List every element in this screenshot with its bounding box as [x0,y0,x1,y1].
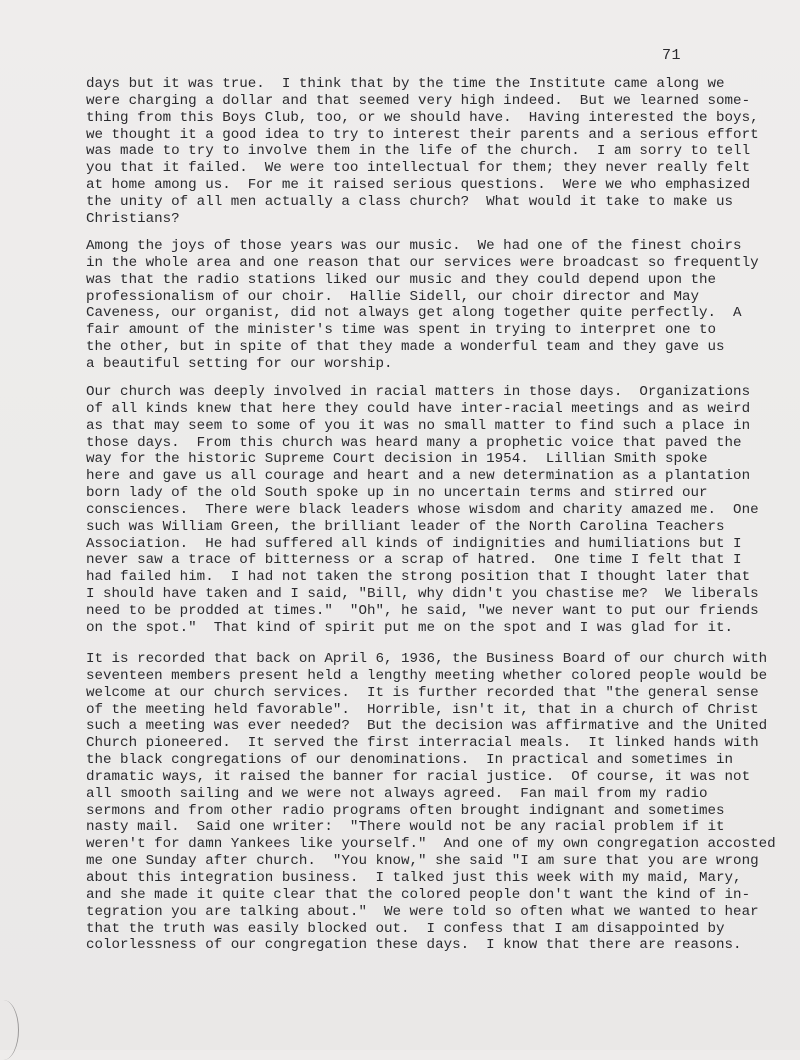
text-line: in the whole area and one reason that our services were broadcast so frequently [86,254,759,271]
text-line: those days. From this church was heard many a prophetic voice that paved the [86,434,742,451]
text-line: me one Sunday after church. "You know," she said "I am sure that you are wrong [86,853,759,870]
paragraph-music [86,238,759,373]
text-line: never saw a trace of bitterness or a scrap of hatred. One time I felt that I [86,552,742,569]
text-line: dramatic ways, it raised the banner for racial justice. Of course, it was not [86,768,751,785]
text-line: we thought it a good idea to try to interest their parents and a serious effort [86,126,759,143]
text-line: Caveness, our organist, did not always get along together quite perfectly. A [86,305,742,322]
text-line: a beautiful setting for our worship. [86,355,393,372]
text-line: on the spot." That kind of spirit put me on the spot and I was glad for it. [86,619,734,636]
text-line: the unity of all men actually a class church? What would it take to make us [86,193,734,210]
text-line: weren't for damn Yankees like yourself." And one of my own congregation accosted [86,836,776,853]
text-line: were charging a dollar and that seemed very high indeed. But we learned some- [86,92,751,109]
text-line: seventeen members present held a lengthy meeting whether colored people would be [86,667,768,684]
text-line: of the meeting held favorable". Horrible, isn't it, that in a church of Christ [86,701,759,718]
text-line: colorlessness of our congregation these days. I know that there are reasons. [86,937,742,954]
text-line: Church pioneered. It served the first interracial meals. It linked hands with [86,735,759,752]
text-line: welcome at our church services. It is further recorded that "the general sense [86,684,759,701]
paragraph-boys-club [86,76,759,228]
text-line: Association. He had suffered all kinds of indignities and humiliations but I [86,535,742,552]
text-line: born lady of the old South spoke up in no uncertain terms and stirred our [86,485,708,502]
text-line: was that the radio stations liked our music and they could depend upon the [86,271,717,288]
text-line: that the truth was easily blocked out. I confess that I am disappointed by [86,920,725,937]
text-line: such a meeting was ever needed? But the decision was affirmative and the United [86,718,768,735]
text-line: nasty mail. Said one writer: "There would not be any racial problem if it [86,819,725,836]
text-line: at home among us. For me it raised serious questions. Were we who emphasized [86,177,751,194]
text-line: was made to try to involve them in the life of the church. I am sorry to tell [86,143,751,160]
text-line: here and gave us all courage and heart and a new determination as a plantation [86,468,751,485]
text-line: thing from this Boys Club, too, or we should have. Having interested the boys, [86,109,759,126]
page-edge-curve [0,1000,19,1060]
text-line: you that it failed. We were too intellectual for them; they never really felt [86,160,751,177]
text-line: about this integration business. I talked just this week with my maid, Mary, [86,869,742,886]
page-number: 71 [662,47,682,64]
paragraph-racial-matters [86,384,759,637]
text-line: of all kinds knew that here they could have inter-racial meetings and as weird [86,400,751,417]
text-line: professionalism of our choir. Hallie Sidell, our choir director and May [86,288,699,305]
text-line: Christians? [86,210,180,227]
text-line: days but it was true. I think that by the time the Institute came along we [86,76,725,92]
text-line: the other, but in spite of that they made a wonderful team and they gave us [86,339,725,356]
text-line: Our church was deeply involved in racial matters in those days. Organizations [86,384,751,400]
text-line: fair amount of the minister's time was spent in trying to interpret one to [86,322,717,339]
paragraph-business-board [86,651,776,954]
text-line: such was William Green, the brilliant leader of the North Carolina Teachers [86,518,725,535]
text-line: It is recorded that back on April 6, 1936, the Business Board of our church with [86,651,768,667]
text-line: I should have taken and I said, "Bill, why didn't you chastise me? We liberals [86,586,759,603]
text-line: as that may seem to some of you it was no small matter to find such a place in [86,417,751,434]
text-line: sermons and from other radio programs often brought indignant and sometimes [86,802,725,819]
text-line: Among the joys of those years was our music. We had one of the finest choirs [86,238,742,254]
text-line: need to be prodded at times." "Oh", he said, "we never want to put our friends [86,602,759,619]
text-line: and she made it quite clear that the colored people don't want the kind of in- [86,886,751,903]
text-line: tegration you are talking about." We were told so often what we wanted to hear [86,903,759,920]
text-line: way for the historic Supreme Court decision in 1954. Lillian Smith spoke [86,451,708,468]
text-line: the black congregations of our denominations. In practical and sometimes in [86,752,734,769]
text-line: all smooth sailing and we were not always agreed. Fan mail from my radio [86,785,708,802]
text-line: had failed him. I had not taken the strong position that I thought later that [86,569,751,586]
text-line: consciences. There were black leaders whose wisdom and charity amazed me. One [86,501,759,518]
